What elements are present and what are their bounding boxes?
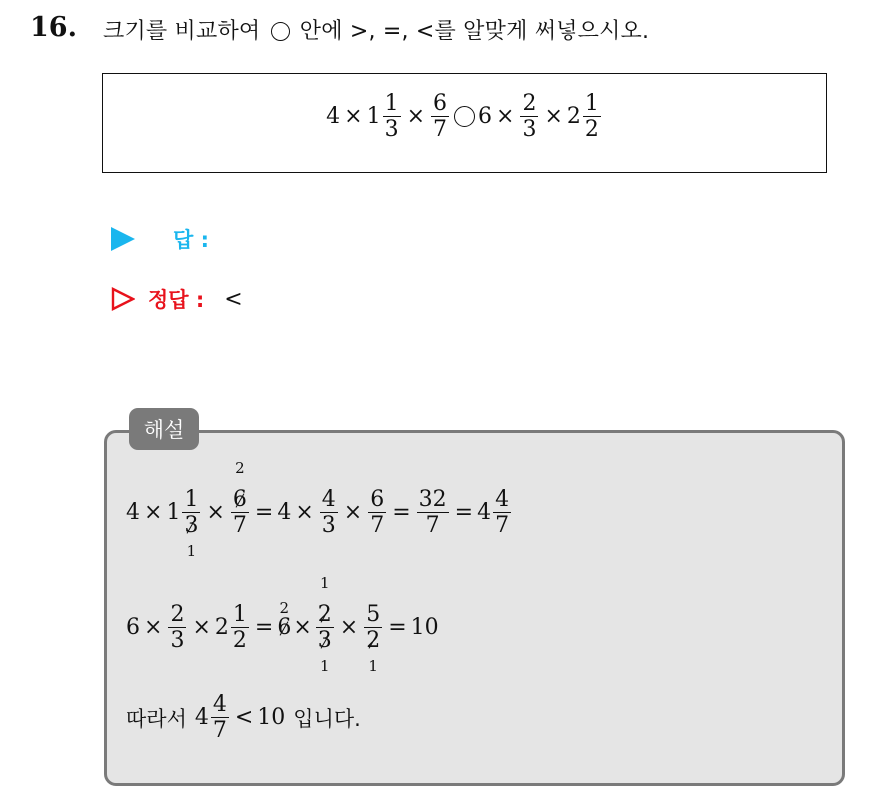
conclusion-prefix: 따라서 <box>126 706 187 731</box>
term: 4 <box>194 705 209 731</box>
numerator: 1 <box>584 91 599 116</box>
numerator: 1 <box>384 91 399 116</box>
term: 4 <box>126 500 140 526</box>
cancelled-digit: 6 <box>277 615 292 641</box>
question-text-after: 안에 >, =, <를 알맞게 써넣으시오. <box>299 19 650 44</box>
times-sign: × <box>339 615 359 641</box>
times-sign: × <box>406 104 425 130</box>
fraction <box>417 488 449 537</box>
numerator: 4 <box>212 692 227 717</box>
denominator: 7 <box>425 513 440 539</box>
explanation-tab: 해설 <box>129 408 199 450</box>
cancelled-term <box>277 599 292 641</box>
fraction <box>316 574 334 676</box>
problem-fraction <box>583 92 601 141</box>
reduced-digit: 1 <box>368 657 378 676</box>
explanation-line-1 <box>126 459 513 561</box>
cancelled-digit: 2 <box>317 602 332 627</box>
explanation-line-3 <box>126 693 361 742</box>
times-sign: × <box>144 500 163 526</box>
fraction <box>211 693 229 742</box>
conclusion-suffix: 입니다. <box>293 706 361 731</box>
cancelled-digit: 3 <box>317 628 332 654</box>
numerator: 1 <box>232 602 247 627</box>
cancelled-digit: 6 <box>232 487 247 512</box>
fraction <box>231 603 249 652</box>
denominator: 7 <box>212 718 227 744</box>
denominator: 7 <box>370 513 385 539</box>
numerator: 2 <box>170 602 185 627</box>
outline-triangle-icon <box>111 287 135 311</box>
denominator: 7 <box>232 513 247 539</box>
term: 2 <box>214 615 229 641</box>
equals-sign: = <box>254 615 274 641</box>
equals-sign: = <box>254 500 274 526</box>
term: 4 <box>277 500 292 526</box>
numerator: 2 <box>522 91 537 116</box>
equals-sign: = <box>454 500 474 526</box>
reduced-digit: 2 <box>235 459 245 477</box>
blank-circle-icon <box>271 22 290 41</box>
explanation-line-2 <box>126 574 439 676</box>
times-sign: × <box>144 615 163 641</box>
cancelled-digit: 2 <box>366 628 381 654</box>
denominator <box>364 628 382 676</box>
answer-label: 답 : <box>173 228 209 252</box>
correct-answer-row <box>111 284 243 314</box>
result: 10 <box>410 615 439 641</box>
problem-term: 1 <box>366 104 381 130</box>
equals-sign: = <box>392 500 411 526</box>
reduced-digit: 1 <box>319 657 330 676</box>
numerator <box>316 574 334 628</box>
numerator <box>231 459 249 513</box>
times-sign: × <box>343 500 363 526</box>
times-sign: × <box>206 500 225 526</box>
times-sign: × <box>544 104 563 130</box>
denominator: 7 <box>433 117 447 143</box>
problem-fraction <box>431 92 449 141</box>
answer-row <box>111 224 209 254</box>
denominator: 2 <box>232 628 247 654</box>
denominator: 3 <box>384 117 399 143</box>
answer-blank-circle[interactable] <box>454 106 475 127</box>
term: 4 <box>477 500 492 526</box>
numerator: 1 <box>184 487 199 512</box>
numerator: 32 <box>418 487 447 512</box>
correct-answer-label: 정답 : <box>148 288 205 312</box>
less-than-sign: < <box>234 705 254 731</box>
problem-expression <box>103 92 826 141</box>
fraction <box>168 603 186 652</box>
denominator: 3 <box>170 628 185 654</box>
term: 6 <box>126 615 140 641</box>
times-sign: × <box>293 615 312 641</box>
numerator: 4 <box>495 487 510 512</box>
denominator <box>182 513 200 561</box>
fraction <box>368 488 386 537</box>
term: 1 <box>166 500 181 526</box>
times-sign: × <box>192 615 211 641</box>
play-triangle-icon <box>111 227 135 251</box>
problem-box <box>102 73 827 173</box>
fraction <box>231 459 249 539</box>
numerator: 5 <box>366 602 381 627</box>
denominator: 2 <box>584 117 599 143</box>
problem-term: 2 <box>566 104 581 130</box>
denominator: 3 <box>522 117 537 143</box>
reduced-digit: 2 <box>279 599 290 618</box>
problem-term: 6 <box>478 104 492 130</box>
equals-sign: = <box>388 615 407 641</box>
numerator: 6 <box>433 91 447 116</box>
reduced-digit: 1 <box>319 574 330 592</box>
denominator: 3 <box>321 513 336 539</box>
question-text-before: 크기를 비교하여 <box>103 19 261 44</box>
times-sign: × <box>496 104 515 130</box>
fraction <box>364 602 382 676</box>
times-sign: × <box>295 500 314 526</box>
fraction <box>493 488 511 537</box>
reduced-digit: 1 <box>186 542 197 561</box>
correct-answer-value: < <box>224 286 243 312</box>
times-sign: × <box>344 104 363 130</box>
numerator: 6 <box>370 487 385 512</box>
fraction <box>320 488 338 537</box>
cancelled-digit: 3 <box>184 513 199 539</box>
question-text <box>103 14 649 45</box>
problem-term: 4 <box>326 104 341 130</box>
numerator: 4 <box>321 487 336 512</box>
denominator <box>316 628 334 676</box>
fraction <box>182 487 200 561</box>
term: 10 <box>257 705 286 731</box>
problem-fraction <box>383 92 401 141</box>
problem-fraction <box>520 92 538 141</box>
denominator: 7 <box>495 513 510 539</box>
question-number: 16. <box>30 12 77 43</box>
